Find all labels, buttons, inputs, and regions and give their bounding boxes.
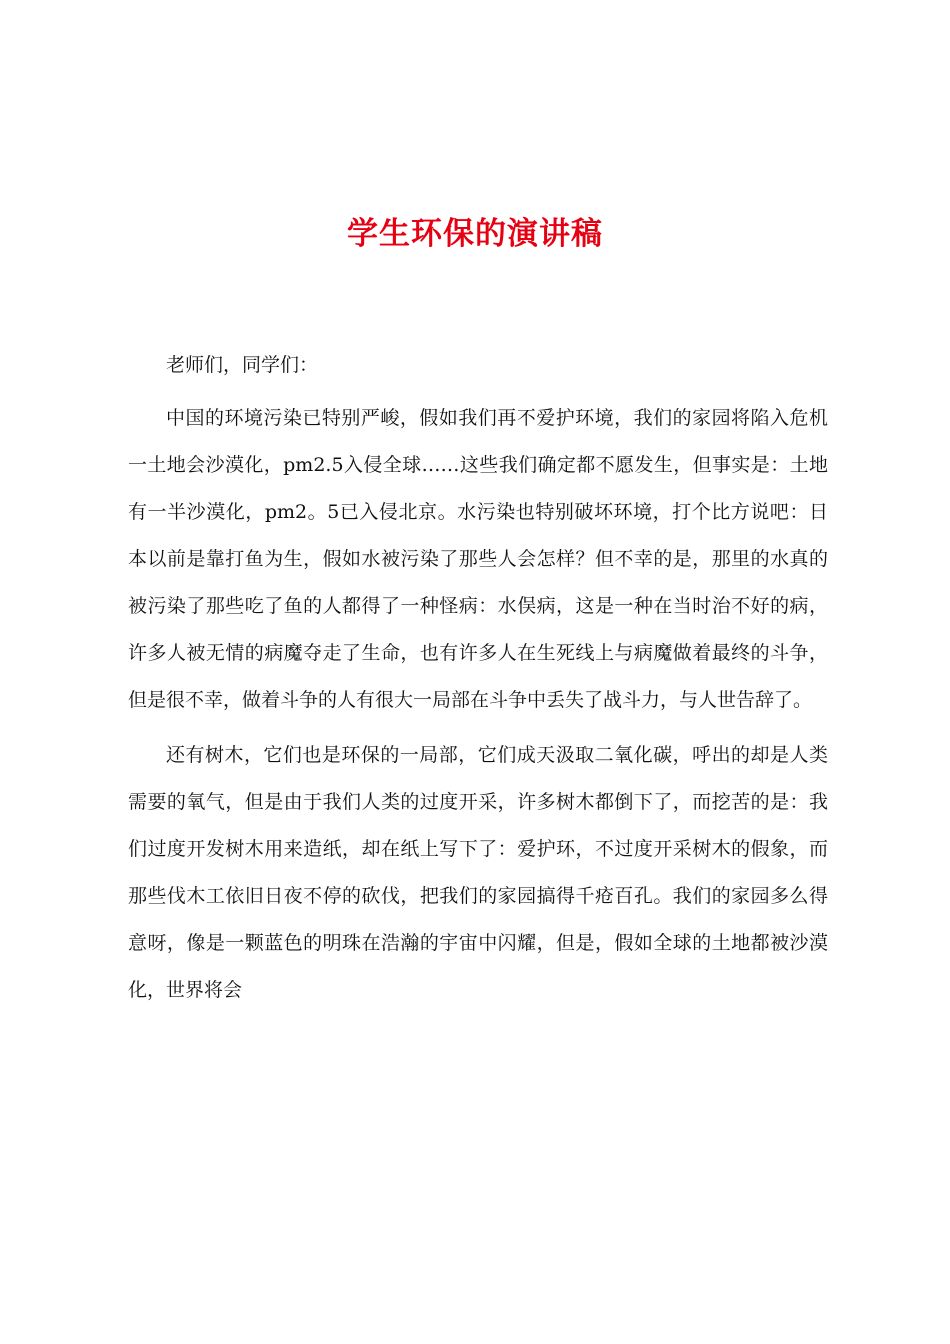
document-title: 学生环保的演讲稿	[347, 216, 603, 252]
paragraph-pollution: 中国的环境污染已特别严峻，假如我们再不爱护环境，我们的家园将陷入危机一土地会沙漠化，pm2.5入侵全球……这些我们确定都不愿发生，但事实是：土地有一半沙漠化，pm2。5已入侵北京。水污染也特别破坏环境，打个比方说吧：日本以前是靠打鱼为生，假如水被污染了那些人会怎样？但不幸的是，那里的水真的被污染了那些吃了鱼的人都得了一种怪病：水俣病，这是一种在当时治不好的病，许多人被无情的病魔夺走了生命，也有许多人在生死线上与病魔做着最终的斗争，但是很不幸，做着斗争的人有很大一局部在斗争中丢失了战斗力，与人世告辞了。	[128, 407, 828, 711]
paragraph-trees: 还有树木，它们也是环保的一局部，它们成天汲取二氧化碳，呼出的却是人类需要的氧气，但是由于我们人类的过度开采，许多树木都倒下了，而挖苦的是：我们过度开发树木用来造纸，却在纸上写下了：爱护环，不过度开采树木的假象，而那些伐木工依旧日夜不停的砍伐，把我们的家园搞得千疮百孔。我们的家园多么得意呀，像是一颗蓝色的明珠在浩瀚的宇宙中闪耀，但是，假如全球的土地都被沙漠化，世界将会	[128, 744, 828, 1001]
document-body	[128, 342, 828, 1022]
salutation: 老师们，同学们：	[166, 354, 319, 376]
